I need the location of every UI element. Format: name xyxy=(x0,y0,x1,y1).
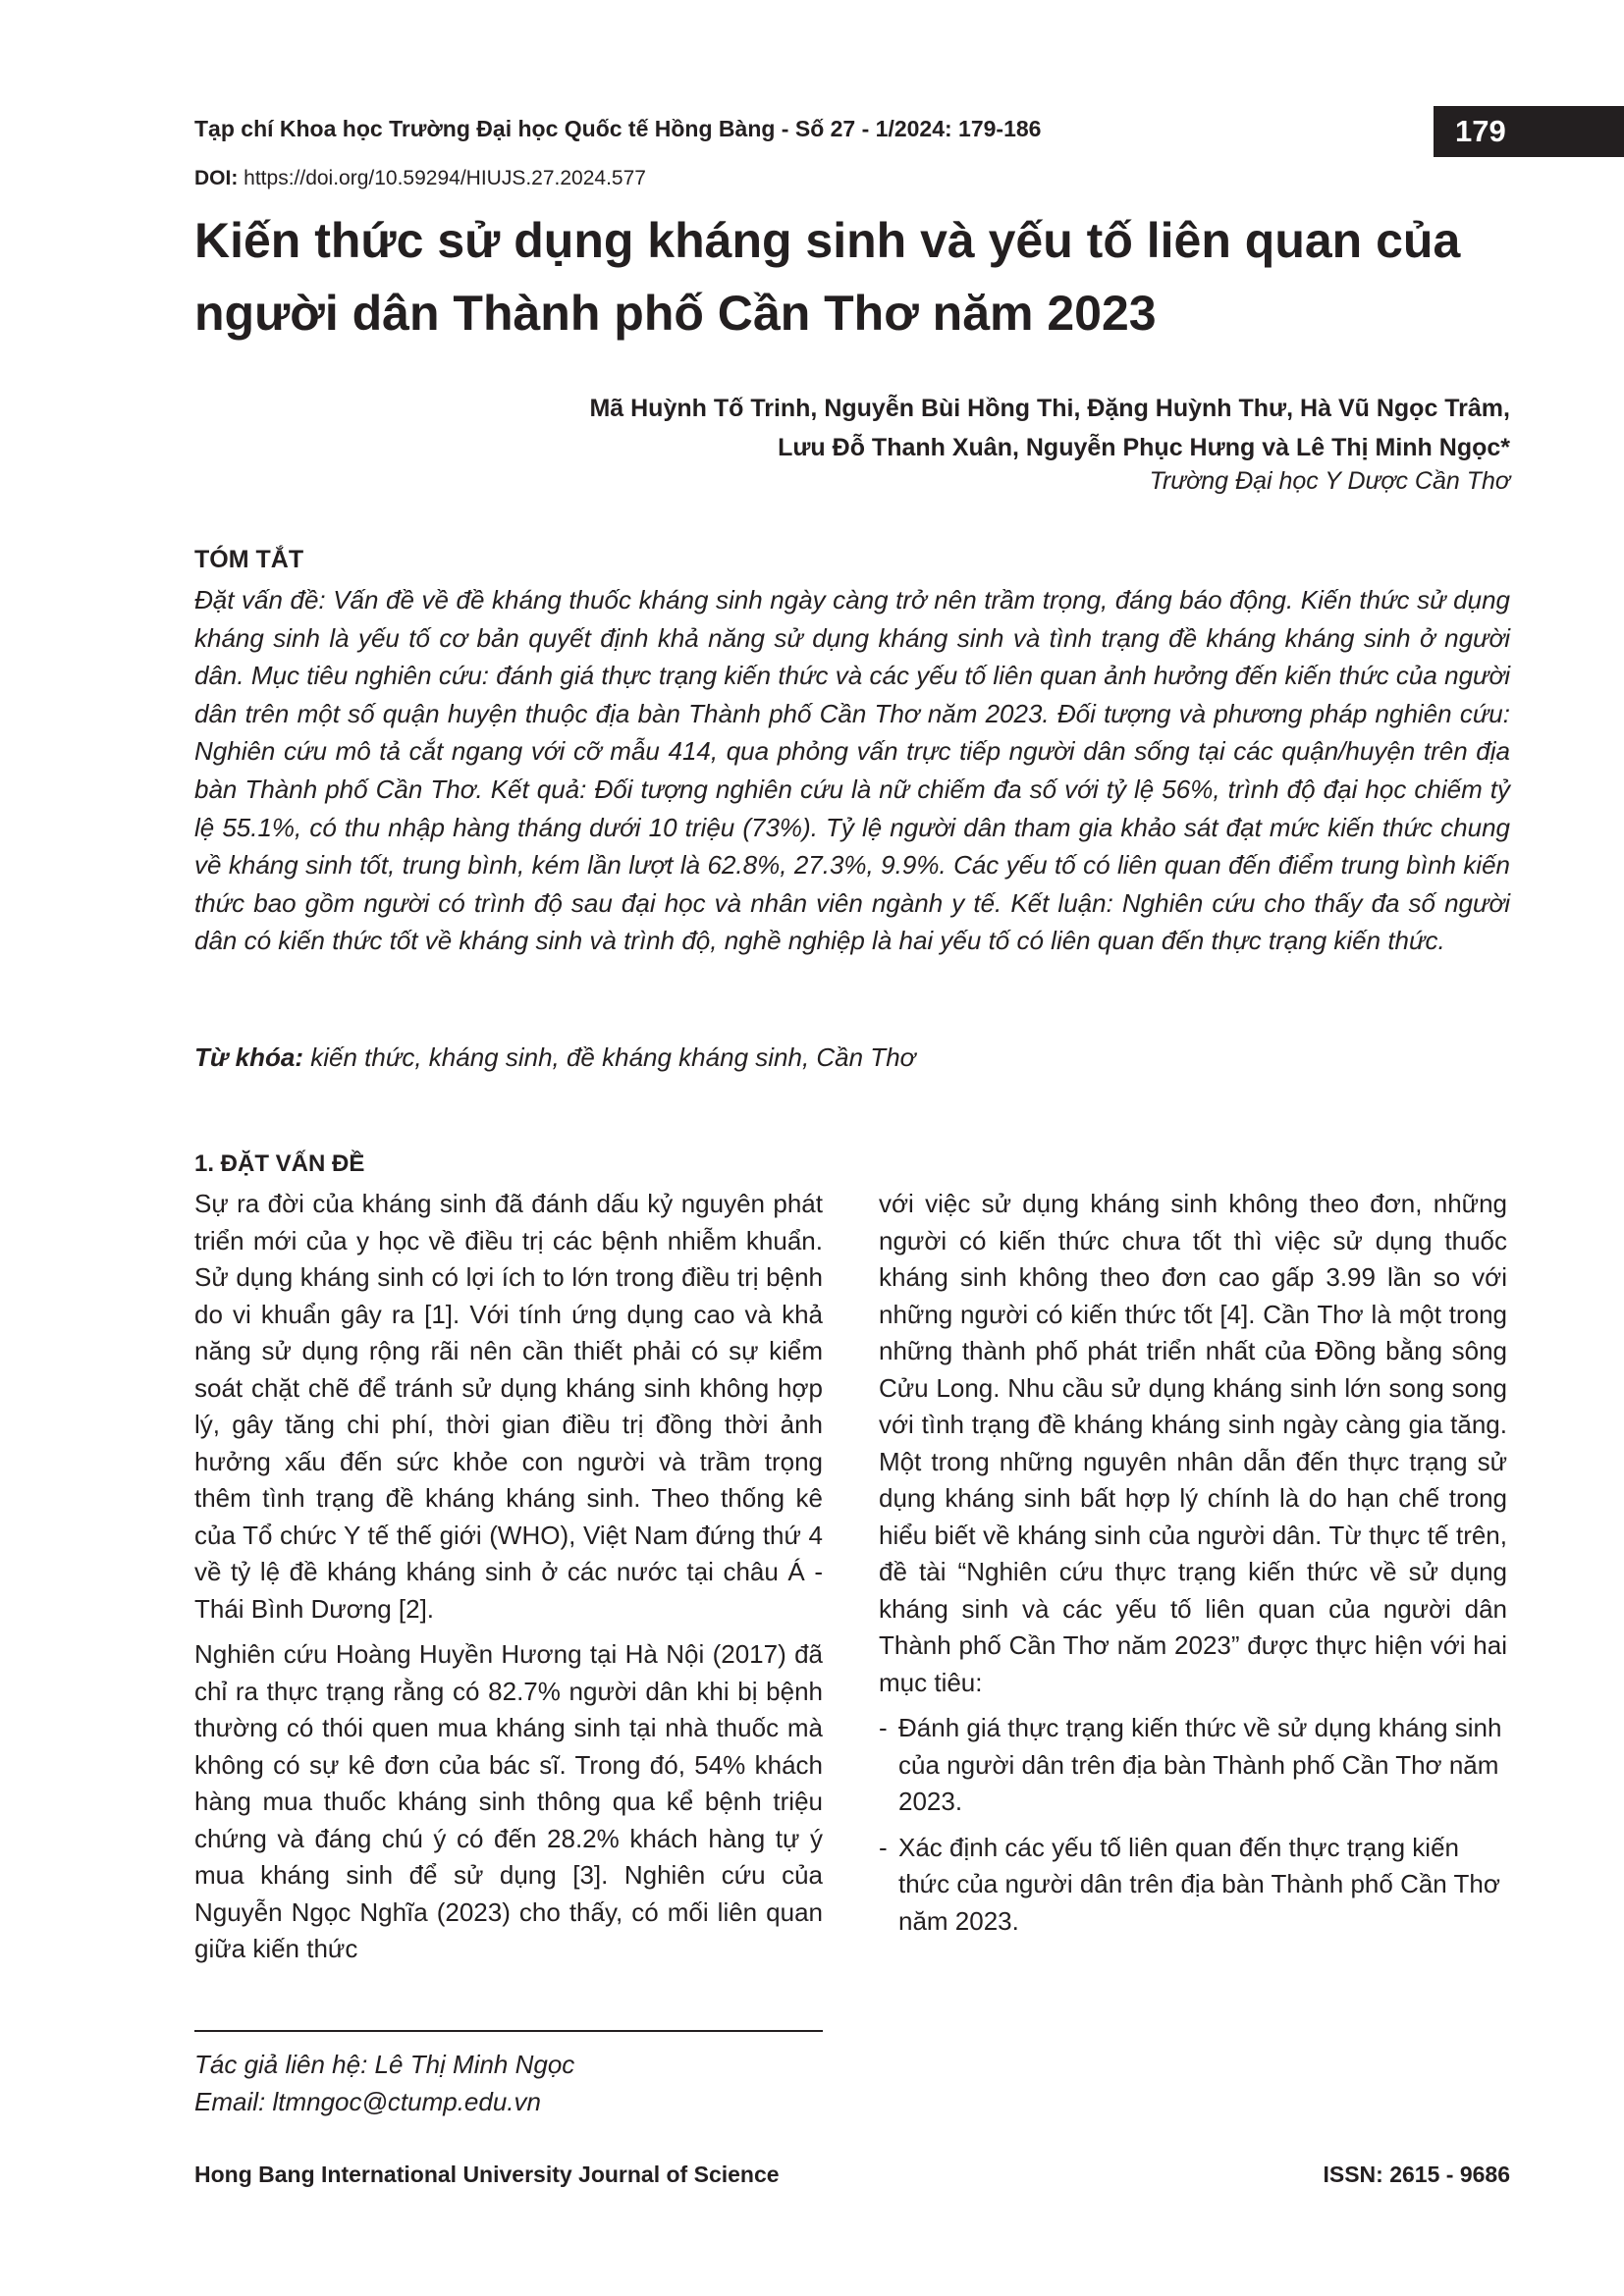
list-item xyxy=(879,1830,1507,1941)
objective-text: Đánh giá thực trạng kiến thức về sử dụng kháng sinh của người dân trên địa bàn Thành phố Cần Thơ năm 2023. xyxy=(898,1713,1502,1816)
paragraph: Nghiên cứu Hoàng Huyền Hương tại Hà Nội (2017) đã chỉ ra thực trạng rằng có 82.7% người dân khi bị bệnh thường có thói quen mua kháng sinh tại nhà thuốc mà không có sự kê đơn của bác sĩ. Trong đó, 54% khách hàng mua thuốc kháng sinh thông qua kể bệnh triệu chứng và đáng chú ý có đến 28.2% khách hàng tự ý mua kháng sinh để sử dụng [3]. Nghiên cứu của Nguyễn Ngọc Nghĩa (2023) cho thấy, có mối liên quan giữa kiến thức xyxy=(194,1639,823,1963)
objectives-list xyxy=(879,1710,1507,1940)
affiliation: Trường Đại học Y Dược Cần Thơ xyxy=(1149,467,1510,495)
keywords-label: Từ khóa: xyxy=(194,1042,304,1072)
doi-label: DOI: xyxy=(194,167,239,189)
doi-link[interactable]: https://doi.org/10.59294/HIUJS.27.2024.577 xyxy=(238,167,646,189)
section-heading: 1. ĐẶT VẤN ĐỀ xyxy=(194,1150,365,1177)
footnote-divider xyxy=(194,2030,823,2032)
footer-issn: ISSN: 2615 - 9686 xyxy=(1323,2162,1510,2187)
doi-line xyxy=(194,167,646,190)
paper-title: Kiến thức sử dụng kháng sinh và yếu tố liên quan của người dân Thành phố Cần Thơ năm 2023 xyxy=(194,213,1461,341)
paragraph: với việc sử dụng kháng sinh không theo đơn, những người có kiến thức chưa tốt thì việc sử dụng thuốc kháng sinh không theo đơn cao gấp 3.99 lần so với những người có kiến thức tốt [4]. Cần Thơ là một trong những thành phố phát triển nhất của Đồng bằng sông Cửu Long. Nhu cầu sử dụng kháng sinh lớn song song với tình trạng đề kháng kháng sinh ngày càng gia tăng. Một trong những nguyên nhân dẫn đến thực trạng sử dụng kháng sinh bất hợp lý chính là do hạn chế trong hiểu biết về kháng sinh của người dân. Từ thực tế trên, đề tài “Nghiên cứu thực trạng kiến thức về sử dụng kháng sinh và các yếu tố liên quan của người dân Thành phố Cần Thơ năm 2023” được thực hiện với hai mục tiêu: xyxy=(879,1189,1507,1697)
contact-author: Tác giả liên hệ: Lê Thị Minh Ngọc xyxy=(194,2050,575,2079)
author-list xyxy=(332,389,1510,467)
abstract-heading: TÓM TẮT xyxy=(194,546,304,573)
journal-header: Tạp chí Khoa học Trường Đại học Quốc tế Hồng Bàng - Số 27 - 1/2024: 179-186 xyxy=(194,116,1042,141)
page-number: 179 xyxy=(1434,106,1624,157)
left-column xyxy=(194,1186,823,1977)
list-dash: - xyxy=(879,1832,888,1862)
list-dash: - xyxy=(879,1713,888,1742)
authors-line-2: Lưu Đỗ Thanh Xuân, Nguyễn Phục Hưng và Lê Thị Minh Ngọc* xyxy=(778,434,1510,461)
authors-line-1: Mã Huỳnh Tố Trinh, Nguyễn Bùi Hồng Thi, Đặng Huỳnh Thư, Hà Vũ Ngọc Trâm, xyxy=(589,395,1510,422)
keywords-line xyxy=(194,1042,915,1073)
right-column xyxy=(879,1186,1507,1949)
objective-text: Xác định các yếu tố liên quan đến thực trạng kiến thức của người dân trên địa bàn Thành phố Cần Thơ năm 2023. xyxy=(898,1832,1500,1936)
list-item xyxy=(879,1710,1507,1821)
keywords-list: kiến thức, kháng sinh, đề kháng kháng sinh, Cần Thơ xyxy=(303,1042,916,1072)
footer-journal-name: Hong Bang International University Journal of Science xyxy=(194,2162,780,2187)
abstract-text: Đặt vấn đề: Vấn đề về đề kháng thuốc kháng sinh ngày càng trở nên trầm trọng, đáng báo động. Kiến thức sử dụng kháng sinh là yếu tố cơ bản quyết định khả năng sử dụng kháng sinh và tình trạng đề kháng kháng sinh ở người dân. Mục tiêu nghiên cứu: đánh giá thực trạng kiến thức và các yếu tố liên quan ảnh hưởng đến kiến thức của người dân trên một số quận huyện thuộc địa bàn Thành phố Cần Thơ năm 2023. Đối tượng và phương pháp nghiên cứu: Nghiên cứu mô tả cắt ngang với cỡ mẫu 414, qua phỏng vấn trực tiếp người dân sống tại các quận/huyện trên địa bàn Thành phố Cần Thơ. Kết quả: Đối tượng nghiên cứu là nữ chiếm đa số với tỷ lệ 56%, trình độ đại học chiếm tỷ lệ 55.1%, có thu nhập hàng tháng dưới 10 triệu (73%). Tỷ lệ người dân tham gia khảo sát đạt mức kiến thức chung về kháng sinh tốt, trung bình, kém lần lượt là 62.8%, 27.3%, 9.9%. Các yếu tố có liên quan đến điểm trung bình kiến thức bao gồm người có trình độ sau đại học và nhân viên ngành y tế. Kết luận: Nghiên cứu cho thấy đa số người dân có kiến thức tốt về kháng sinh và trình độ, nghề nghiệp là hai yếu tố có liên quan đến thực trạng kiến thức. xyxy=(194,585,1510,956)
contact-email[interactable]: Email: ltmngoc@ctump.edu.vn xyxy=(194,2087,541,2116)
paragraph: Sự ra đời của kháng sinh đã đánh dấu kỷ nguyên phát triển mới của y học về điều trị các bệnh nhiễm khuẩn. Sử dụng kháng sinh có lợi ích to lớn trong điều trị bệnh do vi khuẩn gây ra [1]. Với tính ứng dụng cao và khả năng sử dụng rộng rãi nên cần thiết phải có sự kiểm soát chặt chẽ để tránh sử dụng kháng sinh không hợp lý, gây tăng chi phí, thời gian điều trị đồng thời ảnh hưởng xấu đến sức khỏe con người và trầm trọng thêm tình trạng đề kháng kháng sinh. Theo thống kê của Tổ chức Y tế thế giới (WHO), Việt Nam đứng thứ 4 về tỷ lệ đề kháng kháng sinh ở các nước tại châu Á - Thái Bình Dương [2]. xyxy=(194,1189,823,1624)
